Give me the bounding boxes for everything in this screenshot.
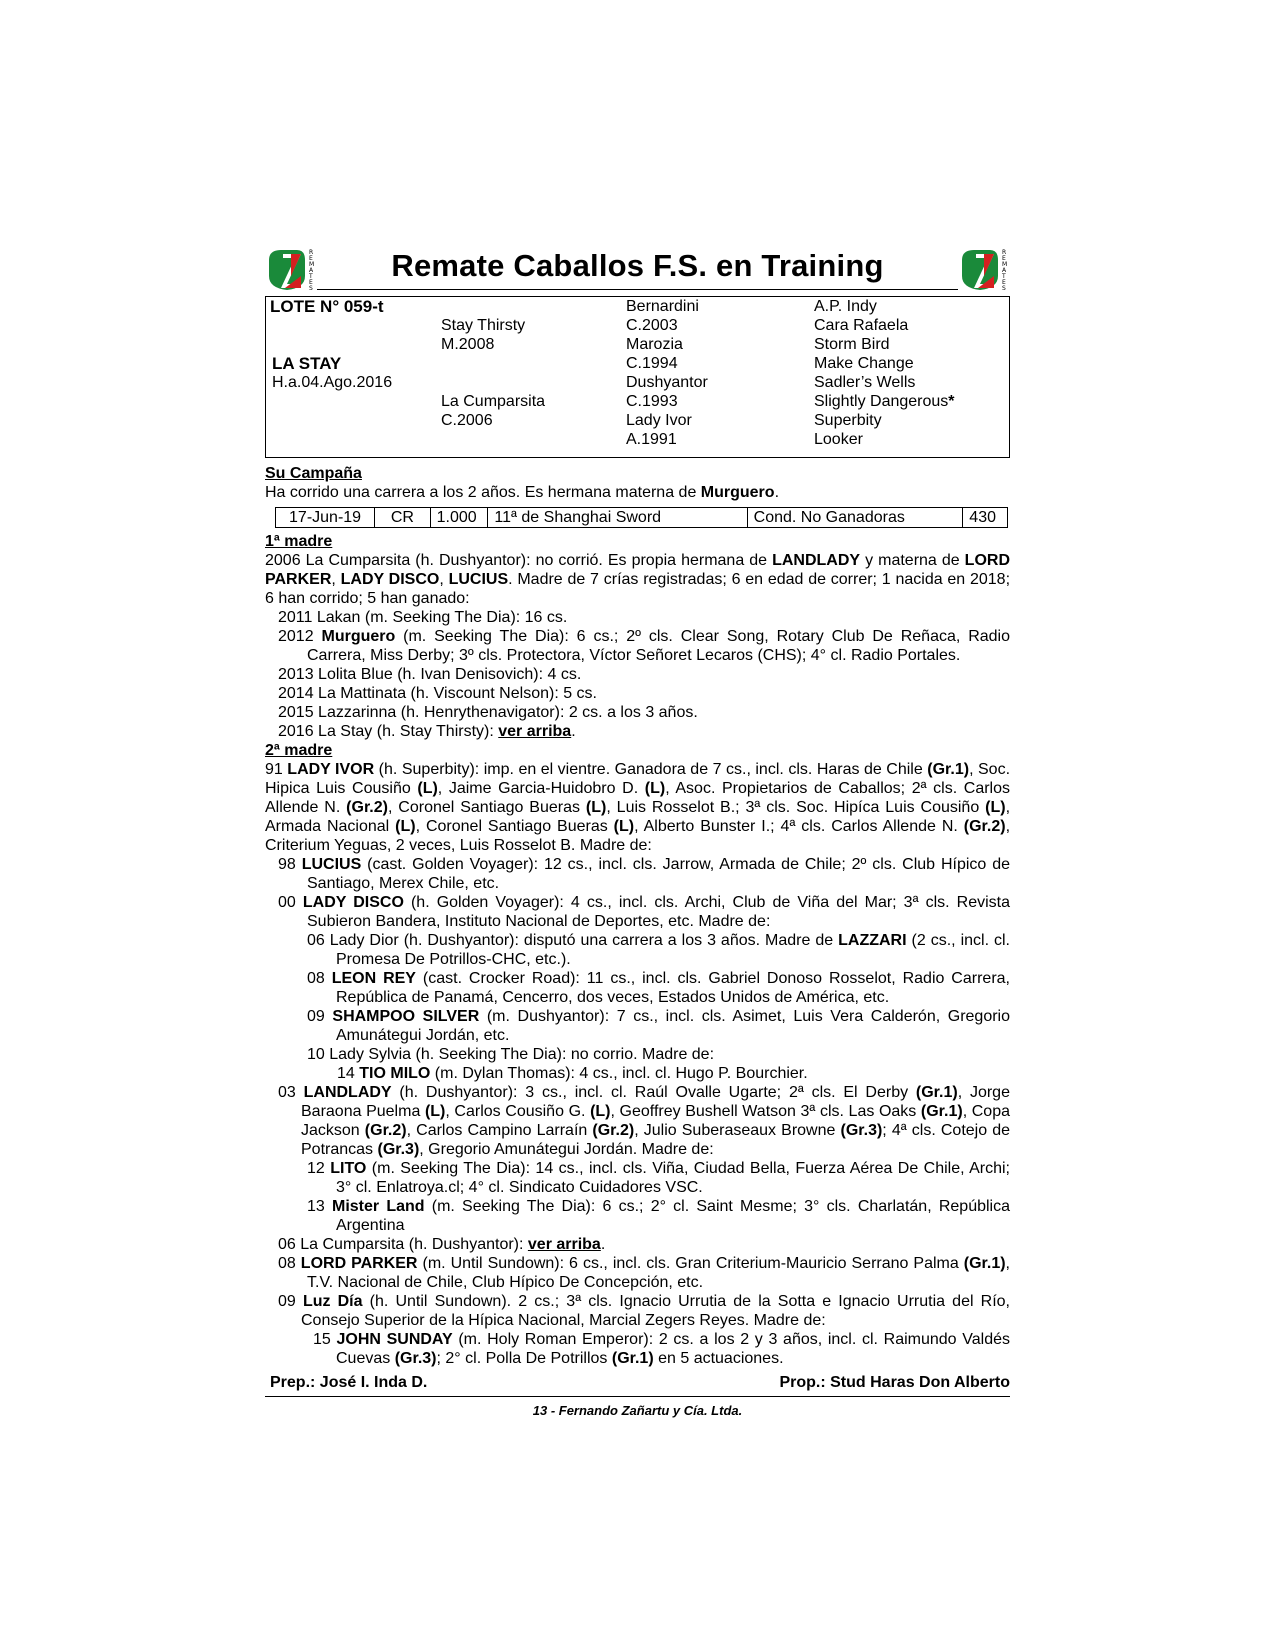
catalog-page [265, 240, 1010, 1418]
second-dam-section [265, 741, 1010, 1368]
horse-name: LA STAY [272, 354, 342, 373]
gen3-entry: Lady Ivor [626, 412, 692, 429]
list-item: 2015 Lazzarinna (h. Henrythenavigator): 2 cs. a los 3 años. [278, 704, 698, 721]
gen3-entry: C.1993 [626, 393, 678, 410]
gen3-entry: Marozia [626, 336, 683, 353]
list-item: 10 Lady Sylvia (h. Seeking The Dia): no corrio. Madre de: [307, 1046, 715, 1063]
race-weight: 430 [963, 508, 1008, 528]
gen4-entry: Make Change [814, 355, 914, 372]
list-item: 13 Mister Land (m. Seeking The Dia): 6 cs.; 2° cl. Saint Mesme; 3° cls. Charlatán, República Argentina [307, 1198, 1010, 1234]
list-item: 08 LEON REY (cast. Crocker Road): 11 cs., incl. cls. Gabriel Donoso Rosselot, Radio Carrera, República de Panamá, Cencerro, dos veces, Estados Unidos de América, etc. [307, 970, 1010, 1006]
dam-info: C.2006 [441, 412, 493, 429]
svg-text:R: R [309, 249, 314, 256]
gen4-entry: Superbity [814, 412, 882, 429]
horse-info: H.a.04.Ago.2016 [272, 374, 393, 391]
owner: Prop.: Stud Haras Don Alberto [779, 1374, 1010, 1391]
race-table [275, 507, 1008, 528]
table-row [276, 508, 1008, 528]
gen4-entry: Looker [814, 431, 863, 448]
first-dam-heading: 1ª madre [265, 533, 333, 550]
svg-text:T: T [1002, 273, 1006, 280]
race-condition: Cond. No Ganadoras [747, 508, 963, 528]
svg-text:E: E [309, 279, 313, 286]
campaign-section [265, 464, 1010, 528]
preparer: Prep.: José I. Inda D. [270, 1374, 428, 1391]
list-item: 98 LUCIUS (cast. Golden Voyager): 12 cs., incl. cls. Jarrow, Armada de Chile; 2º cls. Club Hípico de Santiago, Merex Chile, etc. [278, 856, 1010, 892]
list-item: 03 LANDLADY (h. Dushyantor): 3 cs., incl. cl. Raúl Ovalle Ugarte; 2ª cls. El Derby (Gr.1), Jorge Baraona Puelma (L), Carlos Cousiño G. (L), Geoffrey Bushell Watson 3ª cls. Las Oaks (Gr.1), Copa Jackson (Gr.2), Carlos Campino Larraín (Gr.2), Julio Suberaseaux Browne (Gr.3); 4ª cls. Cotejo de Potrancas (Gr.3), Gregorio Amunátegui Jordán. Madre de: [278, 1084, 1011, 1158]
list-item: 00 LADY DISCO (h. Golden Voyager): 4 cs., incl. cls. Archi, Club de Viña del Mar; 3ª cls. Revista Subieron Bandera, Instituto Nacional de Deportes, etc. Madre de: [278, 894, 1010, 930]
svg-text:M: M [1002, 261, 1008, 268]
list-item: 2014 La Mattinata (h. Viscount Nelson): 5 cs. [278, 685, 597, 702]
first-dam-section [265, 532, 1010, 741]
svg-text:R: R [1002, 249, 1007, 256]
race-distance: 1.000 [430, 508, 488, 528]
sire-name: Stay Thirsty [441, 317, 526, 334]
list-item: 2013 Lolita Blue (h. Ivan Denisovich): 4 cs. [278, 666, 582, 683]
race-result: 11ª de Shanghai Sword [488, 508, 747, 528]
list-item: 09 Luz Día (h. Until Sundown). 2 cs.; 3ª cls. Ignacio Urrutia de la Sotta e Ignacio Urrutia del Río, Consejo Superior de la Hípica Nacional, Marcial Zegers Reyes. Madre de: [278, 1293, 1011, 1329]
gen3-entry: A.1991 [626, 431, 677, 448]
remates-logo-left [265, 246, 317, 292]
sire-info: M.2008 [441, 336, 495, 353]
gen4-entry: Slightly Dangerous* [814, 393, 955, 410]
svg-text:A: A [1002, 267, 1007, 274]
footer-rule [265, 1396, 1010, 1397]
list-item: 12 LITO (m. Seeking The Dia): 14 cs., incl. cls. Viña, Ciudad Bella, Fuerza Aérea De Chile, Archi; 3° cl. Enlatroya.cl; 4° cl. Sindicato Cuidadores VSC. [307, 1160, 1011, 1196]
page-header [265, 240, 1010, 292]
dam-name: La Cumparsita [441, 393, 546, 410]
gen3-entry: C.2003 [626, 317, 678, 334]
pedigree-box [265, 296, 1010, 458]
list-item: 09 SHAMPOO SILVER (m. Dushyantor): 7 cs., incl. cls. Asimet, Luis Vera Calderón, Gregorio Amunátegui Jordán, etc. [307, 1008, 1011, 1044]
list-item: 15 JOHN SUNDAY (m. Holy Roman Emperor): 2 cs. a los 2 y 3 años, incl. cl. Raimundo Valdés Cuevas (Gr.3); 2° cl. Polla De Potrillos (Gr.1) en 5 actuaciones. [313, 1331, 1010, 1367]
page-footer: 13 - Fernando Zañartu y Cía. Ltda. [532, 1403, 743, 1418]
title-rule [317, 289, 958, 290]
race-date: 17-Jun-19 [276, 508, 375, 528]
campaign-text: Ha corrido una carrera a los 2 años. Es hermana materna de Murguero. [265, 484, 780, 501]
gen3-entry: C.1994 [626, 355, 678, 372]
svg-text:M: M [309, 261, 315, 268]
ver-arriba-link: ver arriba [527, 1236, 601, 1253]
ver-arriba-link: ver arriba [498, 723, 572, 740]
svg-text:T: T [309, 273, 313, 280]
list-item: 08 LORD PARKER (m. Until Sundown): 6 cs., incl. cls. Gran Criterium-Mauricio Serrano Palma (Gr.1), T.V. Nacional de Chile, Club Hípico De Concepción, etc. [278, 1255, 1010, 1291]
svg-text:E: E [1002, 279, 1006, 286]
gen4-entry: A.P. Indy [814, 298, 877, 315]
gen4-entry: Cara Rafaela [814, 317, 909, 334]
remates-logo-right [958, 246, 1010, 292]
second-dam-heading: 2ª madre [265, 742, 333, 759]
lot-number: LOTE N° 059-t [270, 297, 384, 316]
list-item: 14 TIO MILO (m. Dylan Thomas): 4 cs., incl. cl. Hugo P. Bourchier. [337, 1065, 808, 1082]
list-item: 06 Lady Dior (h. Dushyantor): disputó una carrera a los 3 años. Madre de LAZZARI (2 cs., incl. cl. Promesa De Potrillos-CHC, etc.). [307, 932, 1010, 968]
campaign-heading: Su Campaña [265, 465, 362, 482]
svg-text:S: S [1002, 285, 1006, 292]
svg-text:E: E [309, 255, 313, 262]
second-dam-text: 91 LADY IVOR (h. Superbity): imp. en el vientre. Ganadora de 7 cs., incl. cls. Haras de Chile (Gr.1), Soc. Hipica Luis Cousiño (L), Jaime Garcia-Huidobro D. (L), Asoc. Propietarios de Caballos; 2ª cls. Carlos Allende N. (Gr.2), Coronel Santiago Bueras (L), Luis Rosselot B.; 3ª cls. Soc. Hipíca Luis Cousiño (L), Armada Nacional (L), Coronel Santiago Bueras (L), Alberto Bunster I.; 4ª cls. Carlos Allende N. (Gr.2), Criterium Yeguas, 2 veces, Luis Rosselot B. Madre de: [265, 761, 1011, 854]
svg-text:A: A [309, 267, 314, 274]
race-track: CR [375, 508, 431, 528]
svg-text:S: S [309, 285, 313, 292]
star-mark: * [948, 393, 955, 410]
gen4-entry: Sadler’s Wells [814, 374, 916, 391]
list-item: 2011 Lakan (m. Seeking The Dia): 16 cs. [278, 609, 568, 626]
page-title: Remate Caballos F.S. en Training [391, 248, 884, 283]
lot-footer [265, 1372, 1010, 1396]
gen3-entry: Bernardini [626, 298, 699, 315]
svg-text:E: E [1002, 255, 1006, 262]
list-item: 2016 La Stay (h. Stay Thirsty): ver arriba. [278, 723, 576, 740]
first-dam-text: 2006 La Cumparsita (h. Dushyantor): no corrió. Es propia hermana de LANDLADY y materna de LORD PARKER, LADY DISCO, LUCIUS. Madre de 7 crías registradas; 6 en edad de correr; 1 nacida en 2018; 6 han corrido; 5 han ganado: [265, 552, 1011, 607]
gen3-entry: Dushyantor [626, 374, 708, 391]
gen4-entry: Storm Bird [814, 336, 890, 353]
list-item: 06 La Cumparsita (h. Dushyantor): ver arriba. [278, 1236, 606, 1253]
list-item: 2012 Murguero (m. Seeking The Dia): 6 cs.; 2º cls. Clear Song, Rotary Club De Reñaca, Radio Carrera, Miss Derby; 3º cls. Protectora, Víctor Señoret Lecaros (CHS); 4° cl. Radio Portales. [278, 628, 1010, 664]
